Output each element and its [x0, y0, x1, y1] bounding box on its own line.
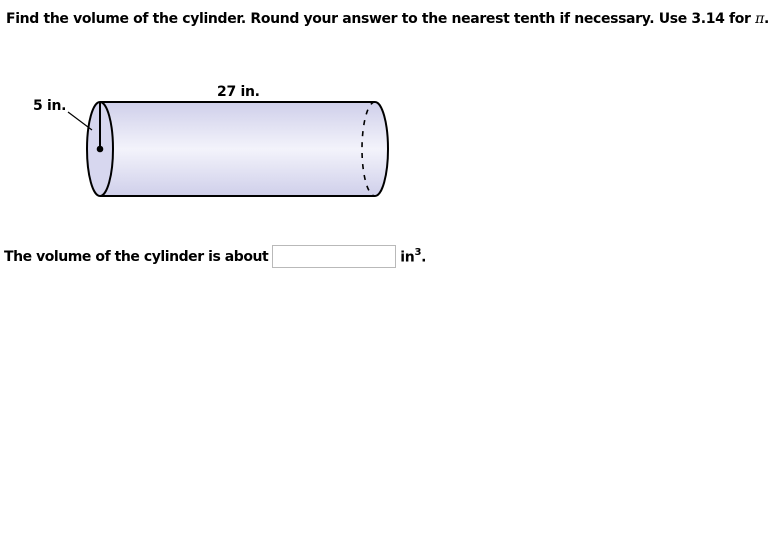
unit-period: . — [421, 249, 427, 266]
radius-leader-line — [68, 112, 92, 130]
answer-row — [4, 243, 426, 270]
volume-answer-input[interactable] — [272, 245, 396, 268]
cylinder-body — [87, 102, 388, 196]
pi-symbol: π — [755, 11, 764, 27]
center-point — [97, 146, 104, 153]
question-period: . — [763, 11, 769, 27]
radius-label: 5 in. — [33, 98, 67, 114]
length-label: 27 in. — [217, 84, 260, 100]
volume-unit — [400, 248, 426, 266]
question-main-text: Find the volume of the cylinder. Round your answer to the nearest tenth if necessary. Use 3.14 for — [6, 11, 756, 27]
answer-prompt: The volume of the cylinder is about — [4, 248, 269, 265]
unit-exponent: 3 — [414, 246, 422, 258]
cylinder-figure — [0, 70, 420, 210]
unit-base: in — [400, 249, 415, 266]
cylinder-diagram — [0, 70, 420, 210]
question-text — [6, 11, 769, 27]
